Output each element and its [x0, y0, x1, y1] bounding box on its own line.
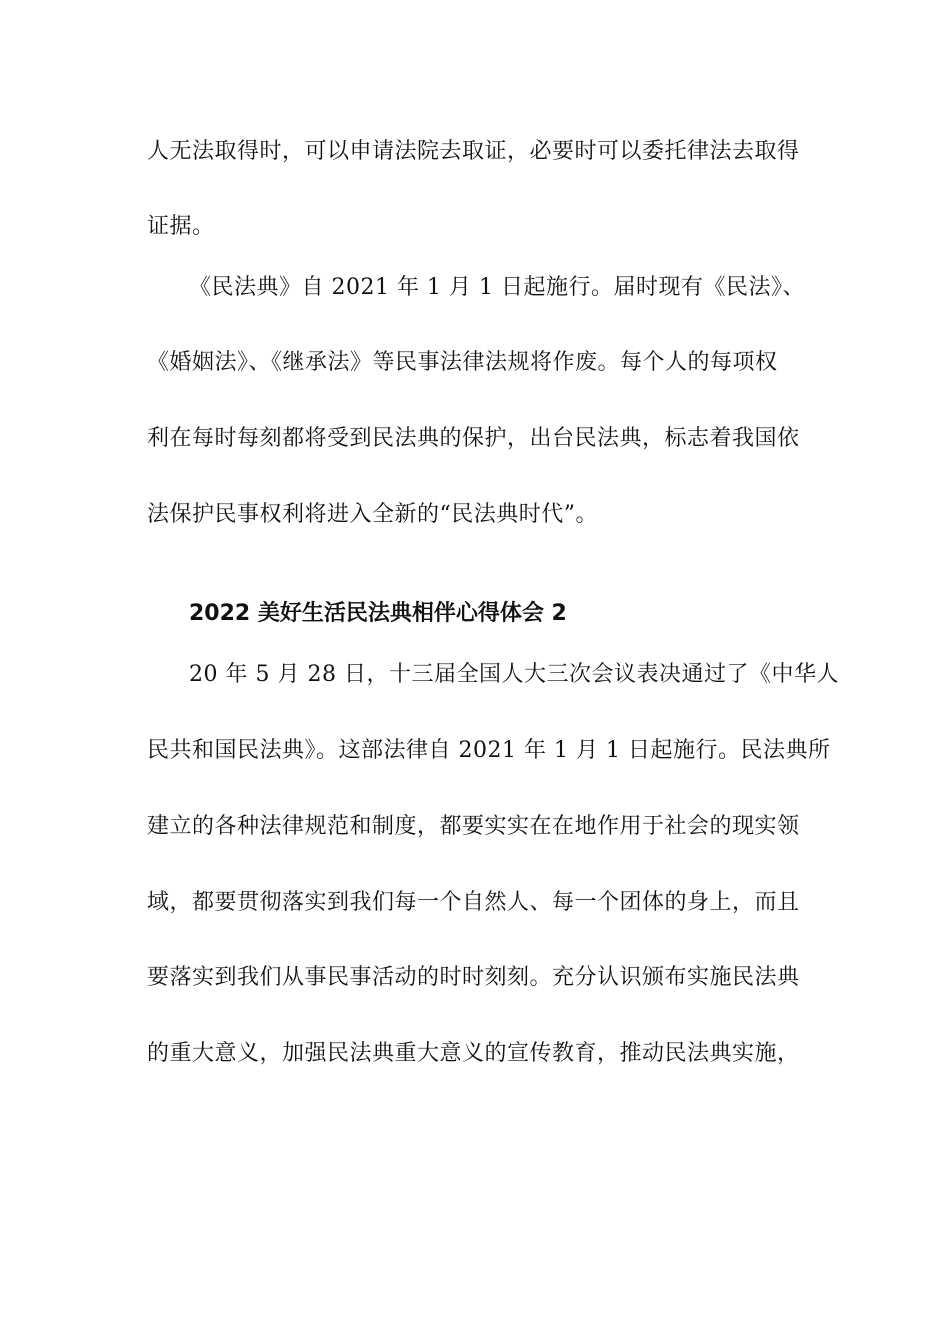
- paragraph-line: 民共和国民法典》。这部法律自 2021 年 1 月 1 日起施行。民法典所: [147, 738, 831, 763]
- paragraph-line: 法保护民事权利将进入全新的“民法典时代”。: [147, 502, 598, 527]
- paragraph-line: 《婚姻法》、《继承法》等民事法律法规将作废。每个人的每项权: [147, 350, 778, 375]
- paragraph-line: 要落实到我们从事民事活动的时时刻刻。充分认识颁布实施民法典: [147, 965, 800, 990]
- paragraph-line: 的重大意义，加强民法典重大意义的宣传教育，推动民法典实施，: [147, 1041, 800, 1066]
- section-heading: 2022 美好生活民法典相伴心得体会 2: [189, 601, 567, 626]
- paragraph-line: 证据。: [147, 214, 215, 239]
- paragraph-line: 利在每时每刻都将受到民法典的保护，出台民法典，标志着我国依: [147, 426, 800, 451]
- paragraph-line: 建立的各种法律规范和制度，都要实实在在地作用于社会的现实领: [147, 814, 800, 839]
- paragraph-line: 《民法典》自 2021 年 1 月 1 日起施行。届时现有《民法》、: [189, 275, 805, 300]
- paragraph-line: 人无法取得时，可以申请法院去取证，必要时可以委托律法去取得: [147, 139, 800, 164]
- paragraph-line: 域，都要贯彻落实到我们每一个自然人、每一个团体的身上，而且: [147, 890, 800, 915]
- paragraph-line: 20 年 5 月 28 日，十三届全国人大三次会议表决通过了《中华人: [189, 662, 839, 687]
